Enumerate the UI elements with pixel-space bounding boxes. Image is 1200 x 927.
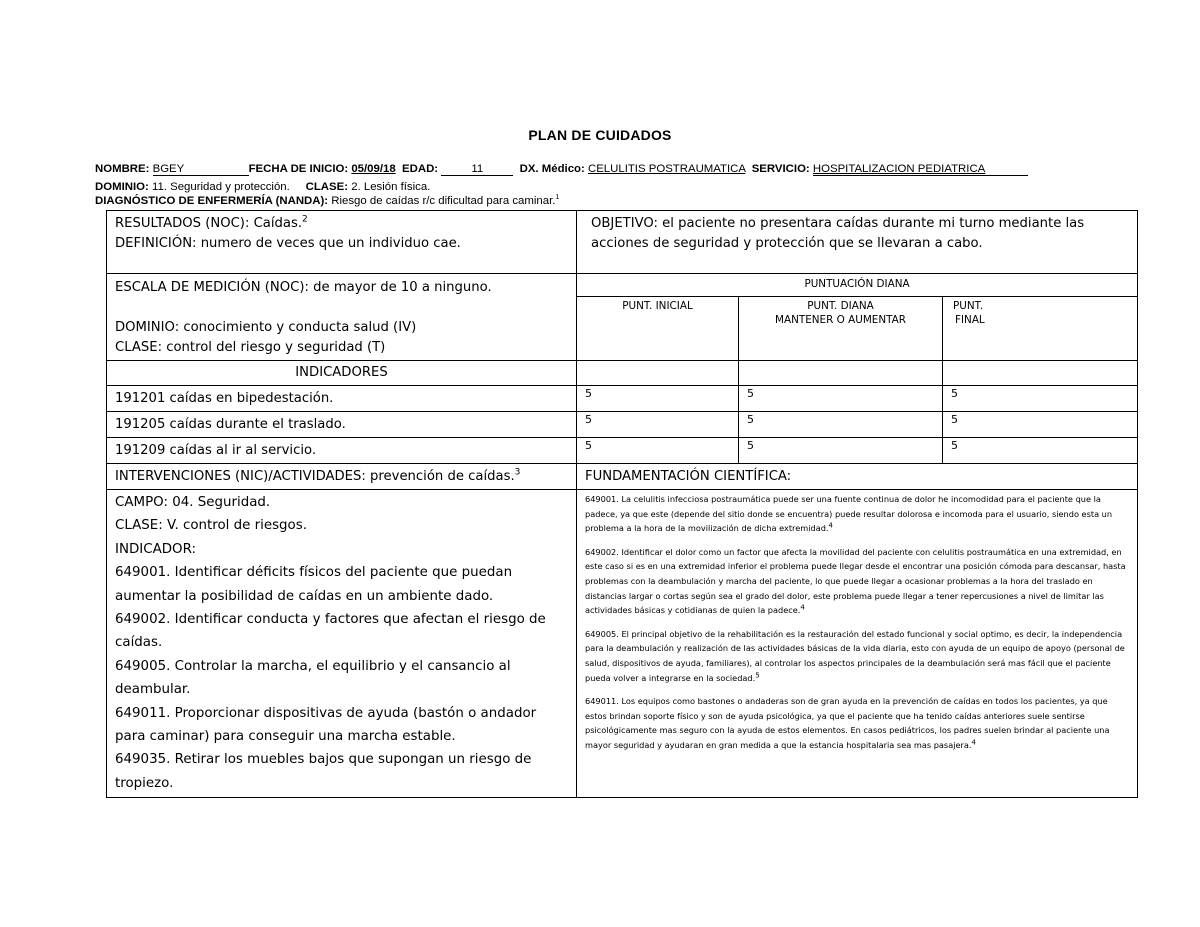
resultados-cell bbox=[107, 211, 577, 274]
intervencion-item: 649001. Identificar déficits físicos del paciente que puedan aumentar la posibilidad de caídas en un ambiente dado. bbox=[115, 565, 513, 604]
dx-value: CELULITIS POSTRAUMATICA bbox=[587, 163, 746, 175]
indicador-row bbox=[107, 412, 1138, 438]
resultados-row bbox=[107, 211, 1138, 274]
intervenciones-cell bbox=[107, 490, 577, 798]
intervencion-item: 649002. Identificar conducta y factores que afectan el riesgo de caídas. bbox=[115, 612, 546, 651]
header-line-diagnostico bbox=[95, 195, 559, 208]
escala-dominio: DOMINIO: conocimiento y conducta salud (IV) bbox=[115, 320, 417, 335]
indicador-row bbox=[107, 438, 1138, 464]
indicador-inicial: 5 bbox=[577, 438, 739, 464]
indicador-diana: 5 bbox=[739, 386, 943, 412]
resultados-ref: 2 bbox=[302, 214, 308, 225]
punt-inicial-header: PUNT. INICIAL bbox=[577, 296, 739, 360]
intervencion-item: 649035. Retirar los muebles bajos que supongan un riesgo de tropiezo. bbox=[115, 752, 532, 791]
puntuacion-diana-header: PUNTUACIÓN DIANA bbox=[577, 274, 1138, 297]
dx-label: DX. Médico: bbox=[519, 163, 585, 175]
indicador-final: 5 bbox=[943, 438, 1138, 464]
intervenciones-label: INTERVENCIONES (NIC)/ACTIVIDADES: prevención de caídas.$^3$ bbox=[107, 464, 577, 490]
resultados-label: RESULTADOS (NOC): Caídas. bbox=[115, 216, 303, 231]
dominio-value: 11. Seguridad y protección. bbox=[151, 181, 290, 193]
indicador-inicial: 5 bbox=[577, 412, 739, 438]
intervenciones-indicador: INDICADOR: bbox=[115, 541, 196, 557]
intervenciones-ref: 3 bbox=[514, 467, 521, 478]
punt-diana-header: PUNT. DIANA MANTENER O AUMENTAR bbox=[739, 296, 943, 360]
diagnostico-label: DIAGNÓSTICO DE ENFERMERÍA (NANDA): bbox=[95, 195, 329, 207]
edad-label: EDAD: bbox=[402, 163, 439, 175]
objetivo-line-1: OBJETIVO: el paciente no presentara caídas durante mi turno mediante las bbox=[591, 216, 1085, 231]
indicadores-label: INDICADORES bbox=[107, 361, 577, 386]
header-line-dominio bbox=[95, 181, 430, 194]
intervenciones-header-row bbox=[107, 464, 1138, 490]
indicador-name: 191205 caídas durante el traslado. bbox=[107, 412, 577, 438]
dominio-label: DOMINIO: bbox=[95, 181, 149, 193]
intervenciones-body-row bbox=[107, 490, 1138, 798]
escala-label: ESCALA DE MEDICIÓN (NOC): de mayor de 10 a ninguno. bbox=[115, 280, 492, 295]
nombre-value: BGEY bbox=[153, 163, 249, 176]
escala-clase: CLASE: control del riesgo y seguridad (T) bbox=[115, 340, 386, 355]
intervencion-item: 649005. Controlar la marcha, el equilibrio y el cansancio al deambular. bbox=[115, 658, 511, 698]
fecha-label: FECHA DE INICIO: bbox=[248, 163, 349, 175]
clase-label: CLASE: bbox=[305, 181, 349, 193]
escala-cell bbox=[107, 274, 577, 361]
punt-final-header: PUNT. FINAL bbox=[943, 296, 1138, 360]
servicio-value: HOSPITALIZACION PEDIATRICA bbox=[813, 163, 1028, 176]
care-plan-table bbox=[106, 210, 1138, 798]
fecha-value: 05/09/18 bbox=[351, 163, 396, 175]
fundamentacion-paragraph: 649005. El principal objetivo de la rehabilitación es la restauración del estado funcional y social optimo, es decir, la independencia para la deambulación y realización de las actividades básicas de la vida diaria, esto con ayuda de un equipo de apoyo (personal de salud, dispositivos de ayuda, familiares), al controlar los aspectos principales de la deambulación será mas fácil que el paciente pueda volver a integrarse en la sociedad.5 bbox=[585, 628, 1125, 683]
indicador-inicial: 5 bbox=[577, 386, 739, 412]
intervencion-item: 649011. Proporcionar dispositivas de ayuda (bastón o andador para caminar) para conseguir una marcha estable. bbox=[115, 705, 537, 745]
objetivo-line-2: acciones de seguridad y protección que se llevaran a cabo. bbox=[591, 236, 983, 251]
indicador-name: 191209 caídas al ir al servicio. bbox=[107, 438, 577, 464]
nombre-label: NOMBRE: bbox=[95, 163, 150, 175]
fundamentacion-ref: 5 bbox=[755, 670, 760, 679]
fundamentacion-ref: 4 bbox=[828, 521, 833, 530]
fundamentacion-ref: 4 bbox=[971, 738, 976, 747]
objetivo-cell bbox=[577, 211, 1138, 274]
intervenciones-campo: CAMPO: 04. Seguridad. bbox=[115, 495, 271, 510]
diagnostico-value: Riesgo de caídas r/c dificultad para caminar. bbox=[331, 195, 556, 207]
indicador-diana: 5 bbox=[739, 438, 943, 464]
indicador-name: 191201 caídas en bipedestación. bbox=[107, 386, 577, 412]
diagnostico-ref: 1 bbox=[555, 194, 560, 202]
servicio-label: SERVICIO: bbox=[751, 163, 810, 175]
fundamentacion-paragraph: 649002. Identificar el dolor como un factor que afecta la movilidad del paciente con celulitis postraumática en una extremidad, en este caso si es en una extremidad inferior el problema puede llegar desde el encontrar una posición cómoda para descansar, hasta problemas con la deambulación y marcha del paciente, lo que puede llegar a ocasionar problemas a la hora del traslado en distancias largar o cortas según sea el grado del dolor, este problema puede llegar a tener repercusiones a nivel de limitar las actividades básicas y cotidianas de quien la padece.4 bbox=[585, 546, 1126, 616]
fundamentacion-ref: 4 bbox=[800, 603, 805, 612]
escala-row bbox=[107, 274, 1138, 297]
indicadores-header-row bbox=[107, 361, 1138, 386]
indicador-final: 5 bbox=[943, 412, 1138, 438]
fundamentacion-paragraph: 649001. La celulitis infecciosa postraumática puede ser una fuente continua de dolor he incomodidad para el paciente que la padece, ya que este (depende del sitio donde se encuentra) puede resultar dolorosa e incomoda para el usuario, siendo esta un problema a la hora de la movilización de dicha extremidad.4 bbox=[585, 494, 1113, 534]
clase-value: 2. Lesión física. bbox=[351, 181, 431, 193]
intervenciones-clase: CLASE: V. control de riesgos. bbox=[115, 518, 307, 534]
indicador-final: 5 bbox=[943, 386, 1138, 412]
document-title: PLAN DE CUIDADOS bbox=[528, 127, 672, 143]
fundamentacion-paragraph: 649011. Los equipos como bastones o andaderas son de gran ayuda en la prevención de caídas en todos los pacientes, ya que estos brindan soporte físico y son de ayuda psicológica, ya que el paciente que ha tenido caídas anteriores suele sentirse psicológicamente mas seguro con la ayuda de estos elementos. En casos pediátricos, los padres suelen brindar al paciente una mayor seguridad y ayudaran en gran medida a que la estancia hospitalaria sea mas pasajera.4 bbox=[585, 696, 1110, 750]
resultados-definicion: DEFINICIÓN: numero de veces que un individuo cae. bbox=[115, 236, 461, 251]
edad-value: 11 bbox=[441, 163, 513, 176]
header-line-patient bbox=[95, 163, 1028, 176]
fundamentacion-label: FUNDAMENTACIÓN CIENTÍFICA: bbox=[577, 464, 1138, 490]
fundamentacion-cell bbox=[577, 490, 1138, 798]
indicador-diana: 5 bbox=[739, 412, 943, 438]
indicador-row bbox=[107, 386, 1138, 412]
